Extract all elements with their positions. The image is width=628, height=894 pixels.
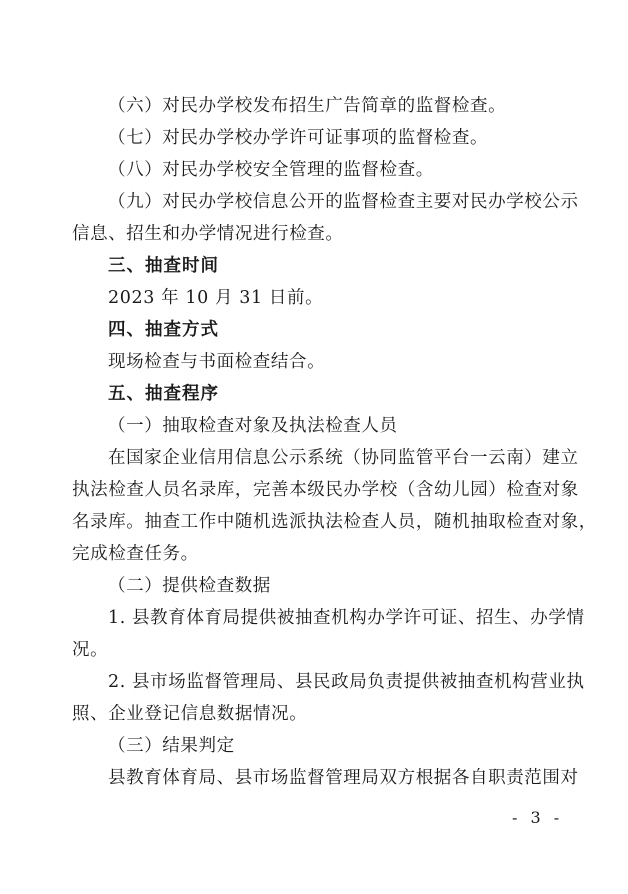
section-three-heading: 三、抽查时间	[108, 256, 219, 276]
paragraph-line: 况。	[72, 640, 109, 660]
subsection-one-heading: （一）抽取检查对象及执法检查人员	[108, 416, 398, 436]
paragraph-line: 在国家企业信用信息公示系统（协同监管平台一云南）建立	[108, 448, 579, 468]
section-four-heading: 四、抽查方式	[108, 320, 219, 340]
paragraph-line: 县教育体育局、县市场监督管理局双方根据各自职责范围对	[108, 768, 579, 788]
section-five-heading: 五、抽查程序	[108, 384, 219, 404]
item-seven: （七）对民办学校办学许可证事项的监督检查。	[108, 128, 489, 148]
inspection-date: 2023 年 10 月 31 日前。	[108, 288, 324, 308]
paragraph-line: 照、企业登记信息数据情况。	[72, 704, 308, 724]
inspection-method: 现场检查与书面检查结合。	[108, 352, 326, 372]
subsection-three-heading: （三）结果判定	[108, 736, 235, 756]
item-six: （六）对民办学校发布招生广告简章的监督检查。	[108, 96, 507, 116]
paragraph-line: 1. 县教育体育局提供被抽查机构办学许可证、招生、办学情	[108, 608, 585, 628]
subsection-two-heading: （二）提供检查数据	[108, 576, 271, 596]
paragraph-line: 完成检查任务。	[72, 544, 199, 564]
paragraph-line: 名录库。抽查工作中随机选派执法检查人员，随机抽取检查对象，	[72, 512, 597, 532]
page-number: - 3 -	[512, 808, 564, 827]
item-nine-cont: 信息、招生和办学情况进行检查。	[72, 224, 344, 244]
paragraph-line: 2. 县市场监督管理局、县民政局负责提供被抽查机构营业执	[108, 672, 585, 692]
item-nine: （九）对民办学校信息公开的监督检查主要对民办学校公示	[108, 192, 579, 212]
item-eight: （八）对民办学校安全管理的监督检查。	[108, 160, 434, 180]
paragraph-line: 执法检查人员名录库，完善本级民办学校（含幼儿园）检查对象	[72, 480, 579, 500]
